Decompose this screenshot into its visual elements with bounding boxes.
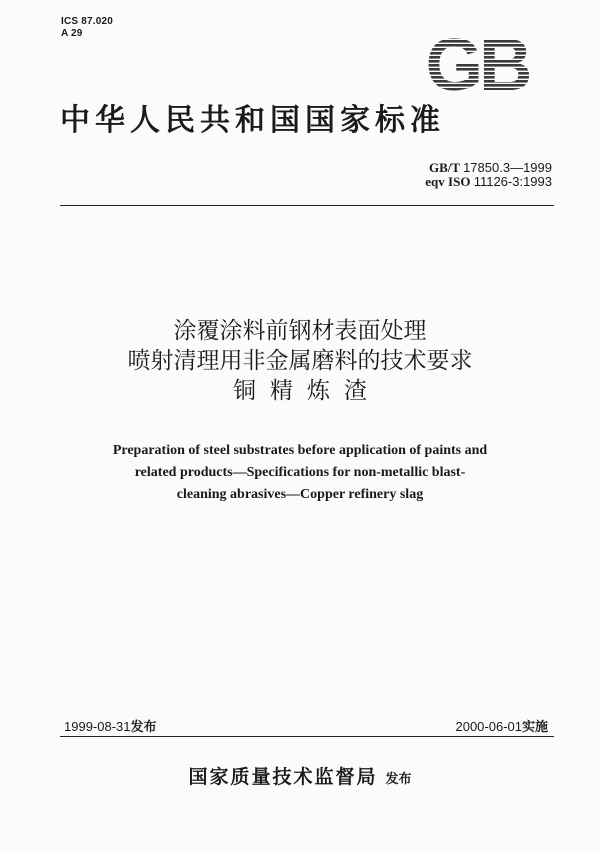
publisher-name: 国家质量技术监督局 bbox=[188, 766, 378, 788]
chinese-title-line-1: 涂覆涂料前钢材表面处理 bbox=[173, 318, 427, 344]
standard-code bbox=[425, 161, 552, 175]
standard-code-prefix: GB/T bbox=[428, 160, 460, 175]
publisher bbox=[0, 762, 600, 789]
standard-code-number: 17850.3—1999 bbox=[463, 160, 552, 175]
issue-date-value: 1999-08-31 bbox=[64, 719, 131, 734]
english-title-line-2: related products—Specifications for non-metallic blast- bbox=[134, 465, 466, 480]
ccs-code: A 29 bbox=[61, 28, 83, 39]
publisher-suffix: 发布 bbox=[385, 772, 412, 787]
english-title bbox=[70, 440, 530, 506]
standard-identifier bbox=[425, 161, 552, 189]
equivalence-prefix: eqv ISO bbox=[425, 174, 471, 189]
organization-header: 中华人民共和国国家标准 bbox=[60, 103, 445, 138]
standard-equivalence bbox=[425, 175, 552, 189]
gb-logo-text: GB bbox=[425, 28, 529, 96]
chinese-title bbox=[0, 316, 600, 406]
classification-codes bbox=[61, 16, 113, 40]
chinese-title-line-3: 铜精炼渣 bbox=[233, 378, 381, 404]
effective-date-value: 2000-06-01 bbox=[455, 719, 522, 734]
ics-code: ICS 87.020 bbox=[61, 16, 114, 27]
english-title-line-3: cleaning abrasives—Copper refinery slag bbox=[176, 487, 424, 502]
effective-date-label: 实施 bbox=[521, 720, 548, 735]
effective-date bbox=[455, 716, 548, 735]
footer-divider bbox=[60, 736, 554, 737]
issue-date bbox=[64, 716, 157, 735]
equivalence-number: 11126-3:1993 bbox=[473, 174, 552, 189]
header-divider bbox=[60, 205, 554, 206]
english-title-line-1: Preparation of steel substrates before application of paints and bbox=[112, 443, 488, 458]
issue-date-label: 发布 bbox=[130, 720, 157, 735]
chinese-title-line-2: 喷射清理用非金属磨料的技术要求 bbox=[127, 348, 473, 374]
gb-logo bbox=[412, 28, 542, 96]
